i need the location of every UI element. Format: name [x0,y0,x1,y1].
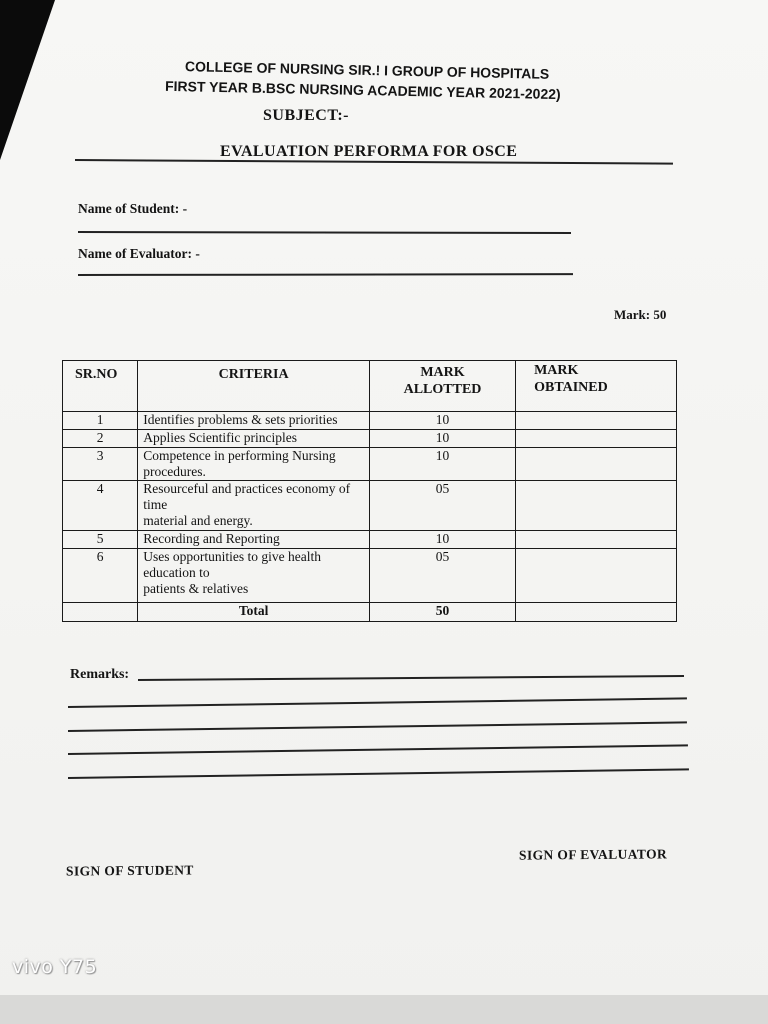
table-row [63,412,677,430]
evaluation-table [62,360,677,622]
row-mark-allotted: 05 [369,481,515,531]
criteria-text-line: material and energy. [143,513,253,528]
col-header-mark-obtained [516,361,677,412]
row-mark-obtained[interactable] [516,531,677,549]
criteria-text-line: time [143,497,168,512]
dark-corner-shadow [0,0,55,160]
table-total-row [63,603,677,622]
col-header-mark-allotted [369,361,515,412]
row-srno: 2 [63,430,138,448]
row-mark-obtained[interactable] [516,430,677,448]
table-header-row [63,361,677,412]
row-srno: 1 [63,412,138,430]
table-row [63,430,677,448]
evaluator-name-label: Name of Evaluator: - [78,246,200,261]
total-label: Total [138,603,370,622]
table-row [63,448,677,481]
student-signature-label: SIGN OF STUDENT [65,862,194,879]
row-mark-allotted: 10 [369,531,515,549]
criteria-text-line: procedures. [143,464,206,479]
row-mark-allotted: 10 [369,430,515,448]
criteria-text-line: Resourceful and practices economy of [143,481,351,496]
criteria-text-line: Recording and Reporting [143,531,280,546]
row-mark-obtained[interactable] [516,448,677,481]
row-criteria [138,430,370,448]
camera-watermark: vivo Y75 [12,956,98,978]
row-srno: 4 [63,481,138,531]
row-srno: 5 [63,531,138,549]
row-mark-allotted: 10 [369,412,515,430]
college-name-heading: COLLEGE OF NURSING SIR.! I GROUP OF HOSPITALS [184,58,550,82]
mark-allotted-line2: ALLOTTED [403,382,482,397]
academic-year-heading: FIRST YEAR B.BSC NURSING ACADEMIC YEAR 2021-2022) [164,77,561,103]
mark-obtained-line1: MARK [534,363,579,378]
remarks-label: Remarks: [70,667,130,682]
criteria-text-line: Competence in performing Nursing [143,448,336,463]
row-mark-allotted: 10 [369,448,515,481]
total-allotted-value: 50 [369,603,515,622]
col-header-criteria: CRITERIA [138,361,370,412]
row-srno: 6 [63,549,138,603]
table-surface-edge [0,995,768,1024]
criteria-text-line: Uses opportunities to give health [143,549,321,564]
row-mark-obtained[interactable] [516,481,677,531]
row-criteria [138,448,370,481]
row-mark-allotted: 05 [369,549,515,603]
mark-allotted-line1: MARK [420,365,465,380]
evaluator-signature-label: SIGN OF EVALUATOR [518,846,668,863]
table-body [63,412,677,603]
row-criteria [138,481,370,531]
total-sr-cell [63,603,138,622]
table-row [63,531,677,549]
table-row [63,481,677,531]
table-row [63,549,677,603]
total-marks-label: Mark: 50 [614,307,667,322]
row-mark-obtained[interactable] [516,549,677,603]
subject-label: SUBJECT:- [263,107,349,124]
row-mark-obtained[interactable] [516,412,677,430]
row-criteria [138,549,370,603]
row-srno: 3 [63,448,138,481]
criteria-text-line: patients & relatives [143,581,249,596]
student-name-label: Name of Student: - [78,201,188,216]
total-obtained-cell[interactable] [516,603,677,622]
row-criteria [138,531,370,549]
row-criteria [138,412,370,430]
col-header-srno: SR.NO [63,361,138,412]
criteria-text-line: Applies Scientific principles [143,430,297,445]
criteria-text-line: education to [143,565,210,580]
form-title: EVALUATION PERFORMA FOR OSCE [220,143,518,160]
criteria-text-line: Identifies problems & sets priorities [143,412,338,427]
mark-obtained-line2: OBTAINED [534,380,608,395]
